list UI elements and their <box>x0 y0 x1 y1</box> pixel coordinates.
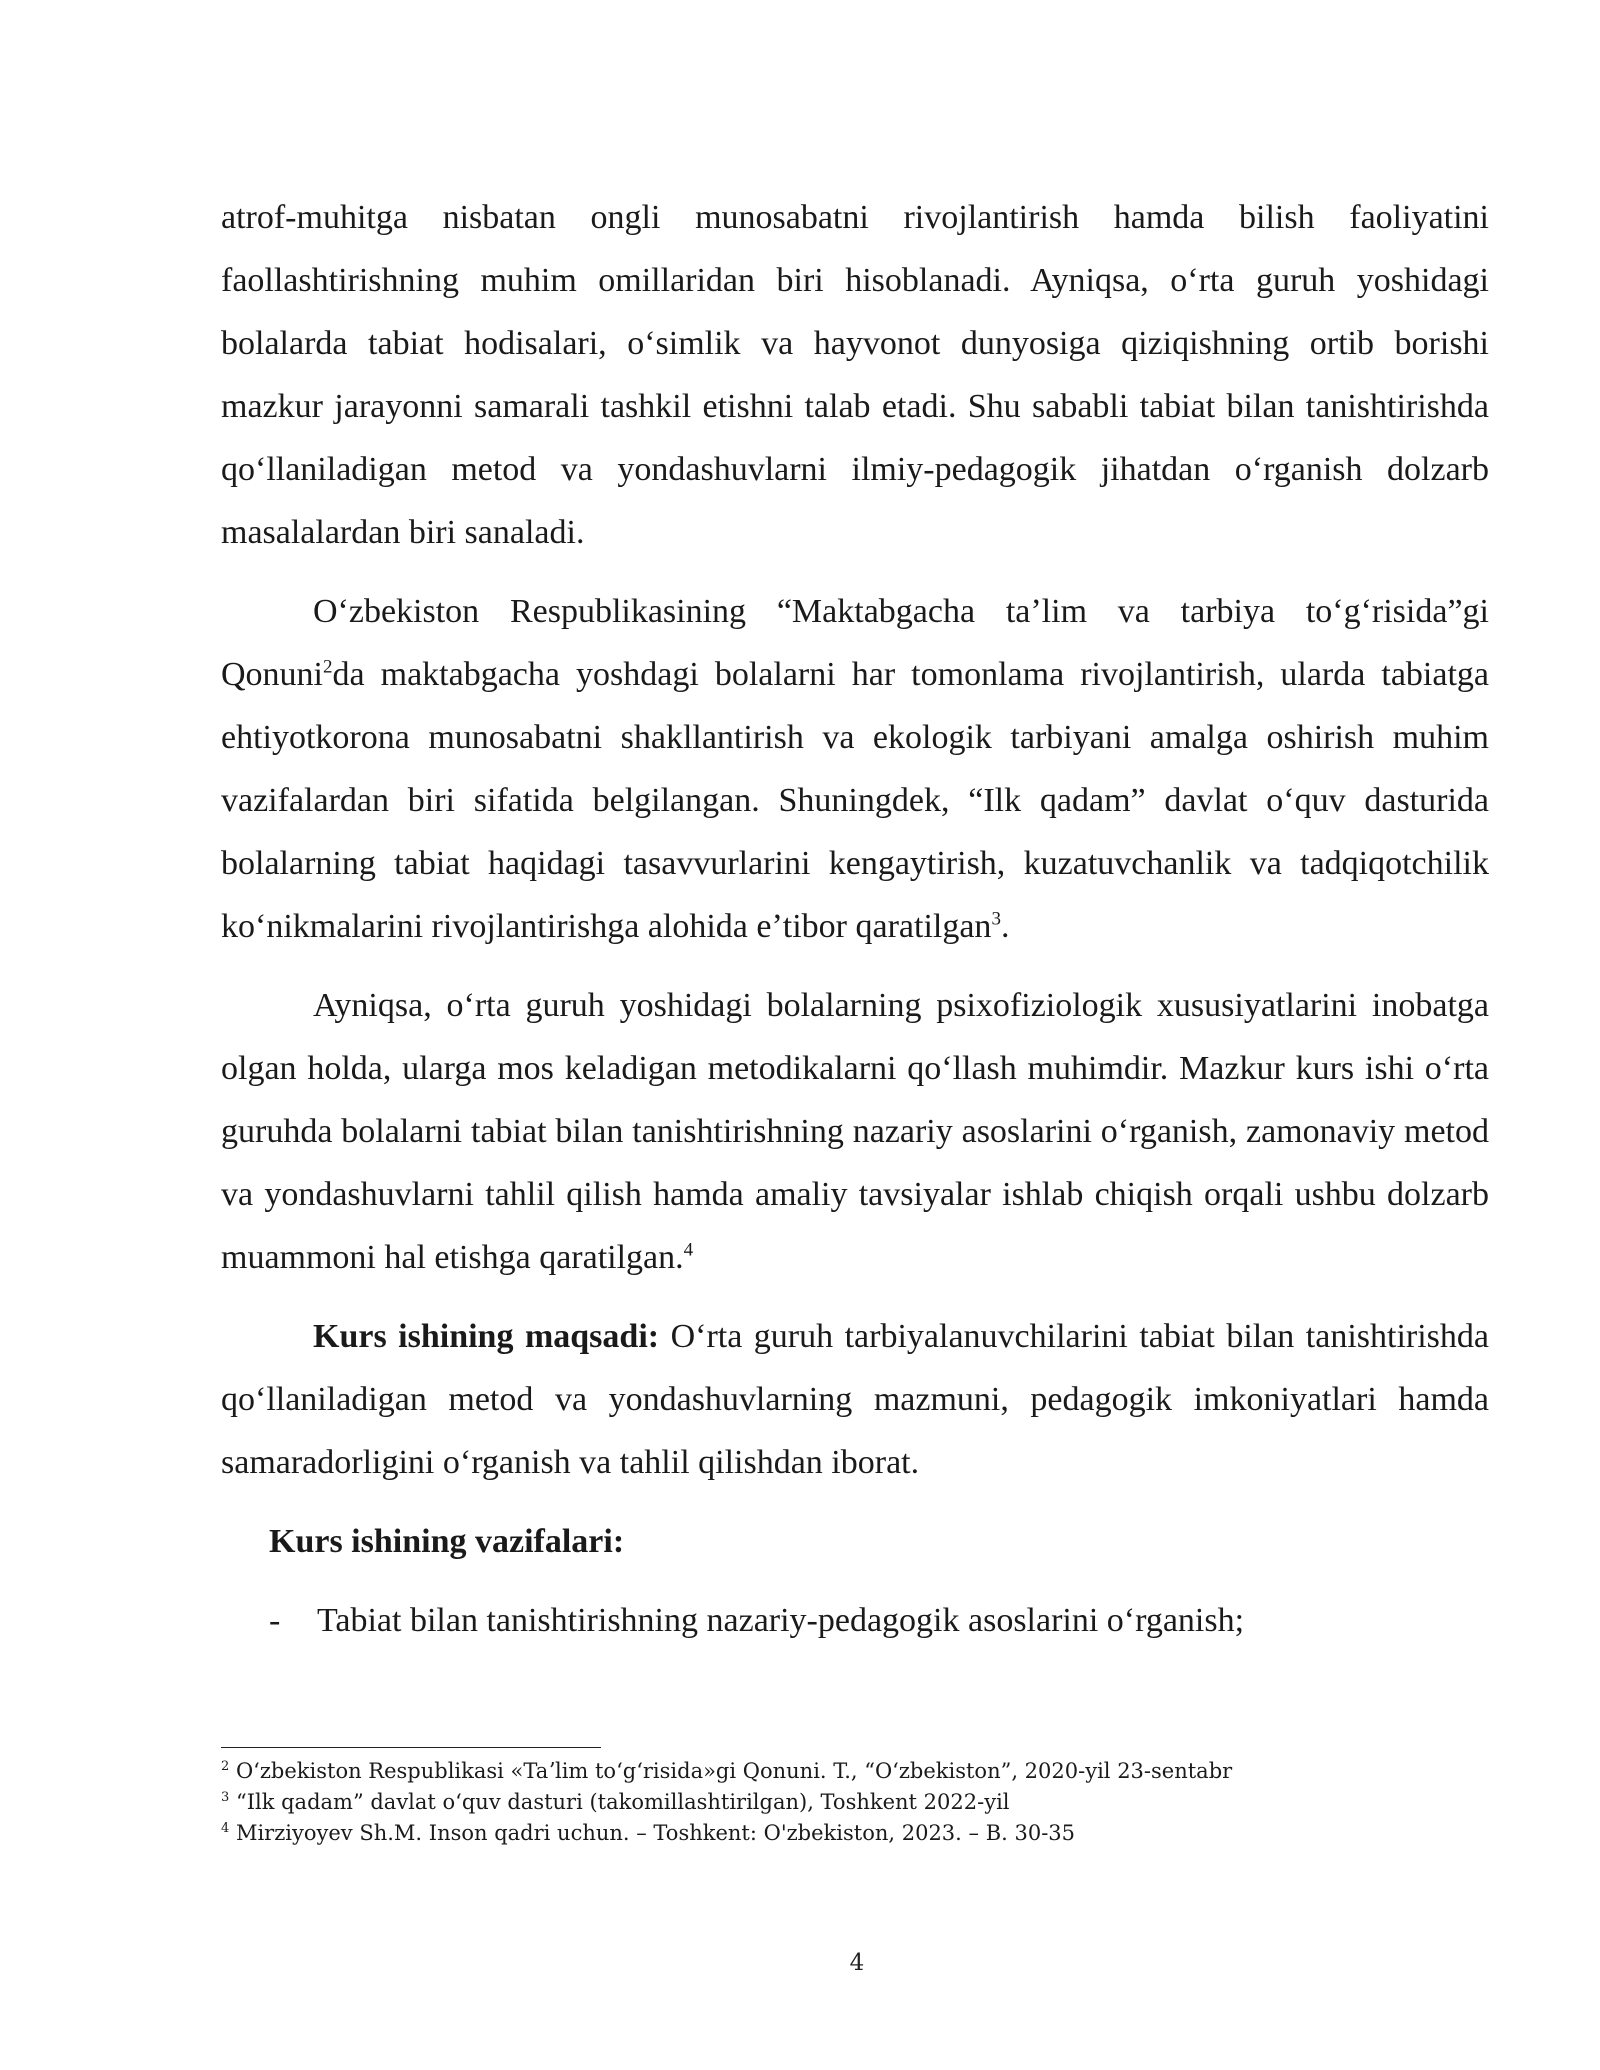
footnote-text: “Ilk qadam” davlat oʻquv dasturi (takomillashtirilgan), Toshkent 2022-yil <box>229 1790 1010 1814</box>
document-page <box>221 186 1489 1652</box>
paragraph-2-text-part-2: da maktabgacha yoshdagi bolalarni har tomonlama rivojlantirish, ularda tabiatga ehtiyotkorona munosabatni shakllantirish va ekologik tarbiyani amalga oshirish muhim vazifalardan biri sifatida belgilangan. Shuningdek, “Ilk qadam” davlat oʻquv dasturida bolalarning tabiat haqidagi tasavvurlarini kengaytirish, kuzatuvchanlik va tadqiqotchilik koʻnikmalarini rivojlantirishga alohida eʼtibor qaratilgan <box>221 656 1489 945</box>
body-paragraph-1: atrof-muhitga nisbatan ongli munosabatni rivojlantirish hamda bilish faoliyatini faollashtirishning muhim omillaridan biri hisoblanadi. Ayniqsa, oʻrta guruh yoshidagi bolalarda tabiat hodisalari, oʻsimlik va hayvonot dunyosiga qiziqishning ortib borishi mazkur jarayonni samarali tashkil etishni talab etadi. Shu sababli tabiat bilan tanishtirishda qoʻllaniladigan metod va yondashuvlarni ilmiy-pedagogik jihatdan oʻrganish dolzarb masalalardan biri sanaladi. <box>221 199 1489 551</box>
footnote-number: 3 <box>221 1790 230 1805</box>
body-paragraph-3 <box>221 974 1489 1289</box>
goal-text: Oʻrta guruh tarbiyalanuvchilarini tabiat bilan tanishtirishda qoʻllaniladigan metod va yondashuvlarning mazmuni, pedagogik imkoniyatlari hamda samaradorligini oʻrganish va tahlil qilishdan iborat. <box>221 1318 1489 1481</box>
task-text: Tabiat bilan tanishtirishning nazariy-pedagogik asoslarini oʻrganish; <box>317 1602 1245 1639</box>
paragraph-2-text-part-1: Oʻzbekiston Respublikasining “Maktabgacha taʼlim va tarbiya toʻgʻrisida”gi Qonuni <box>221 593 1489 693</box>
footnote-4 <box>221 1818 1489 1849</box>
body-paragraph-2 <box>221 580 1489 958</box>
footnotes-section <box>221 1756 1489 1849</box>
footnote-number: 2 <box>221 1759 230 1774</box>
footnote-separator <box>221 1747 601 1748</box>
footnote-ref-2[interactable]: 2 <box>323 656 333 678</box>
page-number: 4 <box>849 1950 865 1976</box>
paragraph-3-text: Ayniqsa, oʻrta guruh yoshidagi bolalarning psixofiziologik xususiyatlarini inobatga olgan holda, ularga mos keladigan metodikalarni qoʻllash muhimdir. Mazkur kurs ishi oʻrta guruhda bolalarni tabiat bilan tanishtirishning nazariy asoslarini oʻrganish, zamonaviy metod va yondashuvlarni tahlil qilish hamda amaliy tavsiyalar ishlab chiqish orqali ushbu dolzarb muammoni hal etishga qaratilgan. <box>221 987 1489 1276</box>
footnote-3 <box>221 1787 1489 1818</box>
footnote-ref-4[interactable]: 4 <box>683 1239 694 1261</box>
goal-paragraph <box>221 1305 1489 1494</box>
footnote-ref-3[interactable]: 3 <box>991 908 1001 930</box>
paragraph-2-text-part-3: . <box>1000 908 1010 945</box>
footnote-2 <box>221 1756 1489 1787</box>
footnote-number: 4 <box>221 1821 230 1836</box>
tasks-heading: Kurs ishining vazifalari: <box>269 1523 625 1560</box>
dash-bullet: - <box>269 1602 281 1639</box>
goal-label: Kurs ishining maqsadi: <box>313 1318 660 1355</box>
footnote-text: Oʻzbekiston Respublikasi «Taʼlim toʻgʻrisida»gi Qonuni. T., “Oʻzbekiston”, 2020-yil 23-sentabr <box>229 1759 1233 1783</box>
task-list-item <box>269 1589 1489 1652</box>
footnote-text: Mirziyoyev Sh.M. Inson qadri uchun. – Toshkent: O'zbekiston, 2023. – B. 30-35 <box>229 1821 1076 1845</box>
